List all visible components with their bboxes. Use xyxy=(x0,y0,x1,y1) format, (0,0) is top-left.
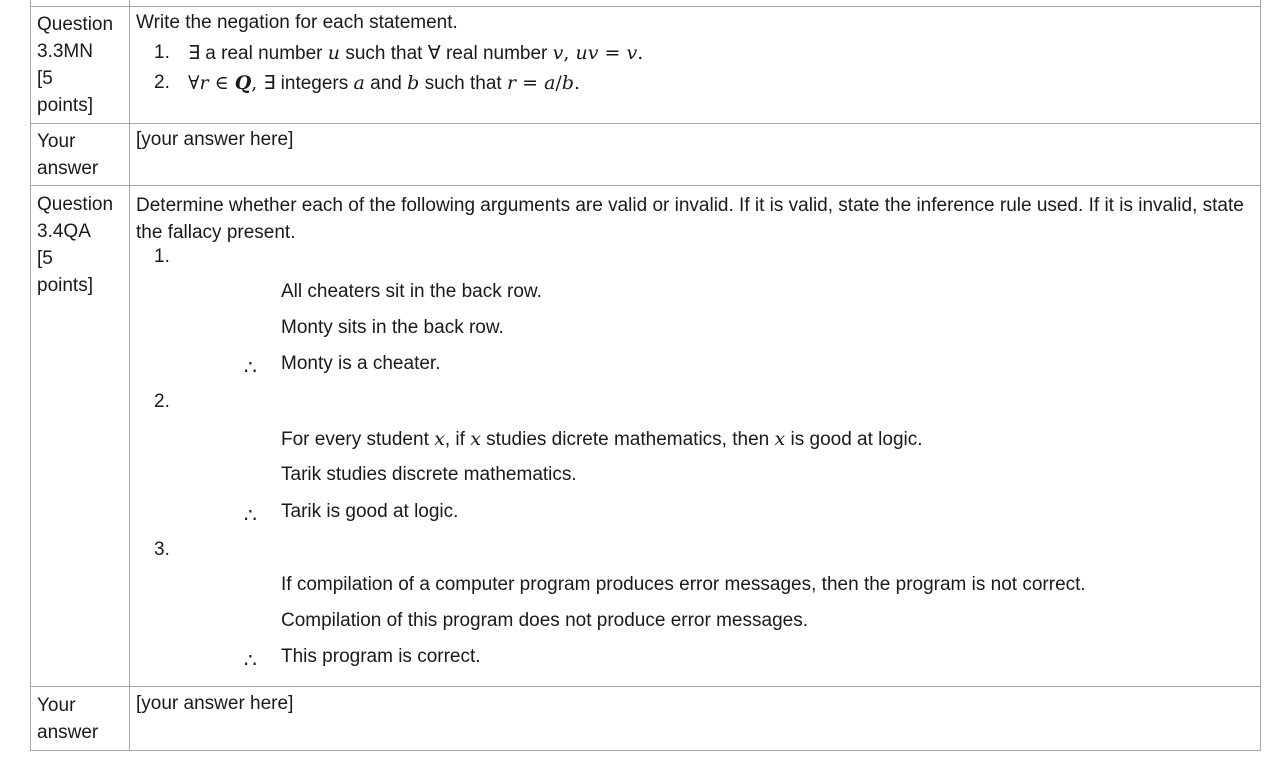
answer-label: Your answer xyxy=(37,695,99,743)
question-3-3-label: Question 3.3MN [5 points] xyxy=(37,14,114,116)
conclusion: Tarik is good at logic. xyxy=(281,501,459,522)
premise xyxy=(281,281,542,303)
math-run: a xyxy=(353,72,365,94)
premise xyxy=(281,464,577,486)
therefore-icon: ∴ xyxy=(244,503,257,527)
argument-number: 2. xyxy=(154,391,170,412)
premise xyxy=(281,428,923,451)
text-run: Tarik studies discrete mathematics. xyxy=(281,464,577,485)
math-run: / xyxy=(555,72,562,94)
list-number: 2. xyxy=(154,72,170,93)
question-3-4-prompt: Determine whether each of the following arguments are valid or invalid. If it is valid, state the inference rule used. If it is invalid, state the fallacy present. xyxy=(136,195,1244,243)
math-run: r xyxy=(199,72,209,94)
statement-1 xyxy=(188,42,643,65)
column-divider xyxy=(129,0,130,750)
text-run: , if xyxy=(444,429,471,450)
question-3-4-label: Question 3.4QA [5 points] xyxy=(37,194,114,296)
answer-field-1[interactable]: [your answer here] xyxy=(136,129,294,150)
math-run: r xyxy=(506,72,517,94)
row-divider xyxy=(31,123,1260,124)
argument-number: 1. xyxy=(154,246,170,267)
assignment-table xyxy=(30,0,1261,751)
text-run: Compilation of this program does not produce error messages. xyxy=(281,610,808,631)
text-run: ∃ a real number xyxy=(188,43,328,64)
therefore-icon: ∴ xyxy=(244,355,257,379)
list-number: 1. xyxy=(154,42,170,63)
row-divider xyxy=(31,6,1260,7)
text-run: All cheaters sit in the back row. xyxy=(281,281,542,302)
text-run: such that xyxy=(419,73,507,94)
math-run: uv xyxy=(575,42,599,64)
math-run: Q xyxy=(234,72,252,94)
math-run: b xyxy=(561,72,574,94)
text-run: For every student xyxy=(281,429,435,450)
math-run: v xyxy=(552,42,564,64)
conclusion: This program is correct. xyxy=(281,646,481,667)
text-run: is good at logic. xyxy=(785,429,923,450)
math-run: x xyxy=(434,428,445,450)
math-run: u xyxy=(327,42,341,64)
statement-2 xyxy=(188,72,580,95)
premise xyxy=(281,610,808,632)
question-3-3-prompt: Write the negation for each statement. xyxy=(136,12,458,33)
text-run: Monty sits in the back row. xyxy=(281,317,504,338)
math-run: = xyxy=(598,42,627,64)
math-run: = xyxy=(516,72,545,94)
therefore-icon: ∴ xyxy=(244,648,257,672)
text-run: and xyxy=(364,73,408,94)
answer-field-2[interactable]: [your answer here] xyxy=(136,693,294,714)
math-run: ∀ xyxy=(188,72,200,94)
premise xyxy=(281,317,504,339)
math-run: x xyxy=(470,428,481,450)
math-run: b xyxy=(407,72,420,94)
math-run: x xyxy=(774,428,786,450)
premise xyxy=(281,574,1086,596)
row-divider xyxy=(31,686,1260,687)
text-run: studies dicrete mathematics, then xyxy=(480,429,775,450)
text-run: If compilation of a computer program produces error messages, then the program is not correct. xyxy=(281,574,1086,595)
math-run: . xyxy=(637,42,644,64)
row-divider xyxy=(31,185,1260,186)
math-run: . xyxy=(573,72,581,94)
math-run: , xyxy=(251,72,264,94)
math-run: ∈ xyxy=(208,72,235,94)
conclusion: Monty is a cheater. xyxy=(281,353,441,374)
math-run: a xyxy=(544,72,556,94)
math-run: , xyxy=(563,42,576,64)
argument-number: 3. xyxy=(154,539,170,560)
text-run: such that ∀ real number xyxy=(340,43,553,64)
answer-label: Your answer xyxy=(37,131,99,179)
math-run: v xyxy=(626,42,638,64)
text-run: ∃ integers xyxy=(263,73,354,94)
